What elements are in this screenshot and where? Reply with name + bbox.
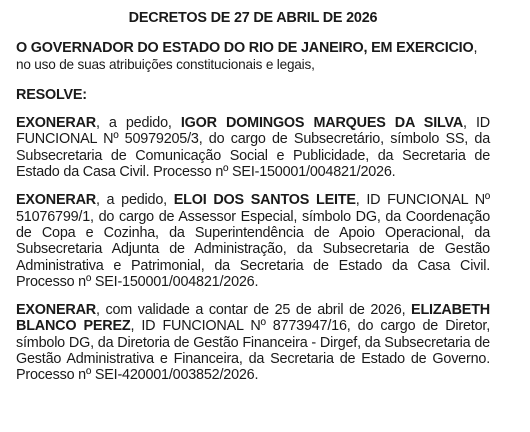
decree-body: , ID FUNCIONAL Nº 8773947/16, do cargo de Diretor, símbolo DG, da Diretoria de Gestão Financeira - Dirgef, da Subsecretaria de Gestão Administrativa e Financeira, da Secretaria de Estado de Governo. Processo nº SEI-420001/003852/2026. bbox=[16, 318, 490, 384]
decree-person-name: ELOI DOS SANTOS LEITE bbox=[173, 192, 356, 209]
preamble-text: no uso de suas atribuições constitucionais e legais, bbox=[16, 56, 315, 72]
decree-lead: , a pedido, bbox=[95, 192, 174, 209]
decree-action: EXONERAR bbox=[16, 302, 96, 319]
authority-separator: , bbox=[473, 40, 478, 57]
decree-person-name: IGOR DOMINGOS MARQUES DA SILVA bbox=[180, 115, 464, 132]
decree-lead: , a pedido, bbox=[95, 115, 181, 132]
decree-paragraph-1 bbox=[16, 115, 490, 180]
resolve-heading: RESOLVE: bbox=[16, 86, 87, 103]
decree-body: , ID FUNCIONAL Nº 50979205/3, do cargo de Subsecretário, símbolo SS, da Subsecretaria de Comunicação Social e Publicidade, da Secretaria de Estado da Casa Civil. Processo nº SEI-150001/004821/2026. bbox=[16, 115, 490, 181]
authority-heading: O GOVERNADOR DO ESTADO DO RIO DE JANEIRO, EM EXERCICIO bbox=[16, 40, 474, 57]
decree-paragraph-3 bbox=[16, 302, 490, 383]
decree-document bbox=[16, 6, 490, 396]
decree-action: EXONERAR bbox=[16, 115, 96, 132]
decree-lead: , com validade a contar de 25 de abril de 2026, bbox=[95, 302, 412, 319]
document-title: DECRETOS DE 27 DE ABRIL DE 2026 bbox=[128, 10, 378, 26]
decree-person-name: ELIZABETH BLANCO PEREZ bbox=[16, 302, 490, 335]
decree-body: , ID FUNCIONAL Nº 51076799/1, do cargo de Assessor Especial, símbolo DG, da Coordenação de Copa e Cozinha, da Superintendência de Apoio Operacional, da Subsecretaria Adjunta de Administração, da Subsecretaria de Gestão Administrativa e Patrimonial, da Secretaria de Estado da Casa Civil. Processo nº SEI-150001/004821/2026. bbox=[16, 192, 490, 290]
decree-action: EXONERAR bbox=[16, 192, 96, 209]
intro-paragraph bbox=[16, 40, 490, 73]
decree-paragraph-2 bbox=[16, 192, 490, 290]
